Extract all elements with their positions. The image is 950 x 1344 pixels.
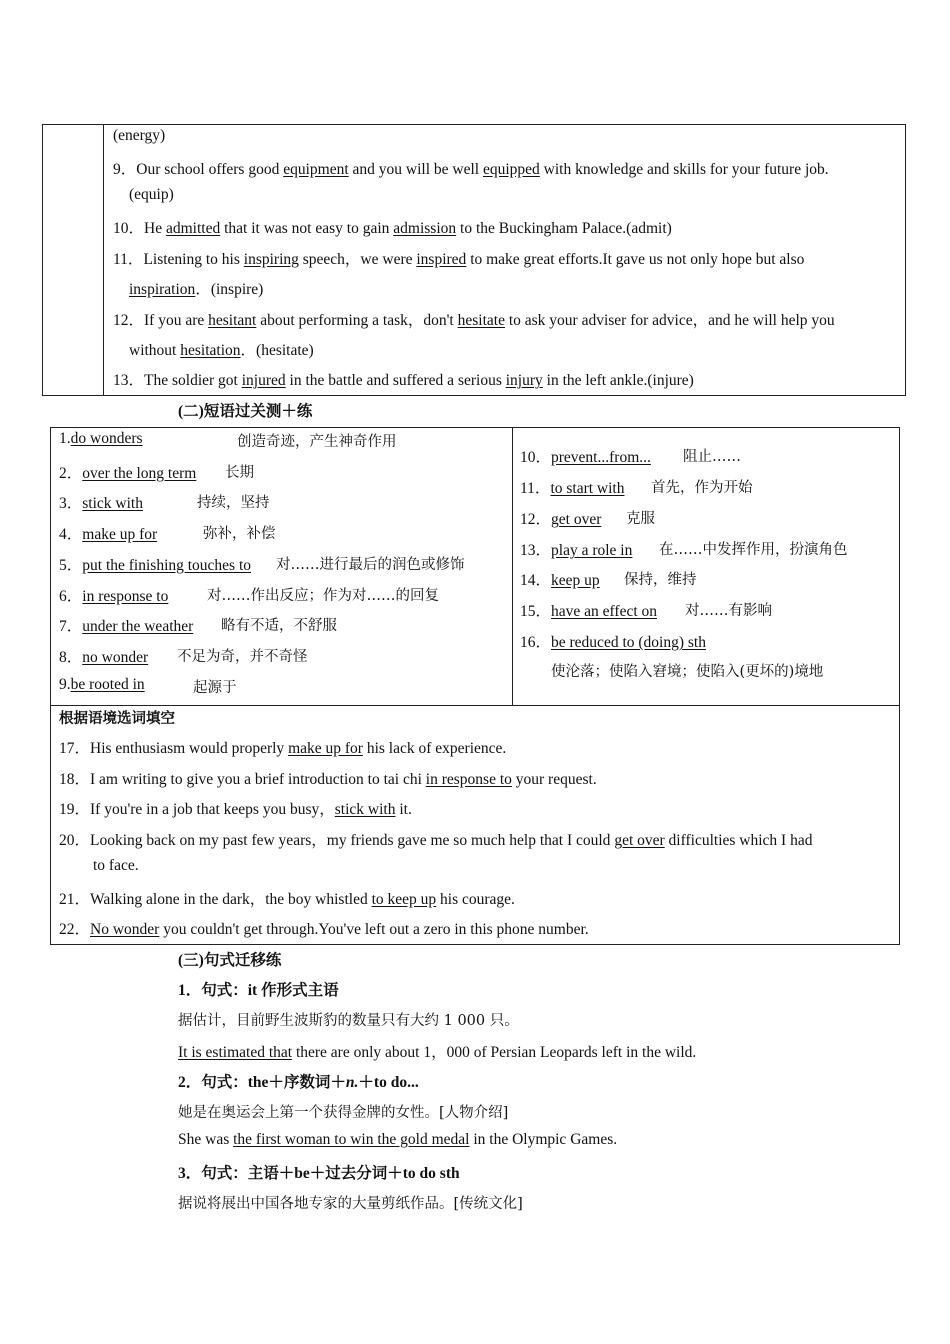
item-number: 10． — [113, 220, 145, 237]
sentence-2-chinese: 她是在奥运会上第一个获得金牌的女性。[人物介绍] — [178, 1105, 509, 1121]
phrase-meaning-6: 对……作出反应；作为对……的回复 — [207, 588, 439, 604]
phrase-item-1: 1.do wonders — [59, 430, 143, 447]
phrase-text: be reduced to (doing) sth — [551, 634, 706, 651]
answer-blank: admission — [393, 220, 457, 237]
answer-blank: hesitant — [208, 312, 257, 329]
phrases-section-title: (二)短语过关测＋练 — [178, 403, 313, 420]
sentence-2-answer: She was the first woman to win the gold medal in the Olympic Games. — [178, 1131, 618, 1148]
fill-section-title: 根据语境选词填空 — [59, 710, 175, 727]
phrase-text: no wonder — [82, 649, 149, 666]
phrase-meaning-13: 在……中发挥作用，扮演角色 — [659, 542, 848, 558]
phrase-meaning-3: 持续，坚持 — [197, 495, 270, 511]
phrase-meaning-10: 阻止…… — [683, 449, 741, 465]
vocab-item-12: 12．If you are hesitant about performing a task，don't hesitate to ask your adviser for advice，and he will help you — [113, 312, 835, 329]
phrase-meaning-9: 起源于 — [193, 680, 237, 696]
answer-blank: stick with — [334, 801, 396, 818]
answer-blank: in response to — [425, 771, 512, 788]
vocab-item-11: 11．Listening to his inspiring speech，we were inspired to make great efforts.It gave us not only hope but also — [113, 251, 805, 268]
answer-blank: get over — [614, 832, 665, 849]
phrase-item-15: 15．have an effect on — [520, 603, 658, 620]
phrase-text: have an effect on — [551, 603, 658, 620]
sentences-section-title: (三)句式迁移练 — [178, 952, 282, 969]
vocab-item-10: 10．He admitted that it was not easy to gain admission to the Buckingham Palace.(admit) — [113, 220, 672, 237]
answer-blank: injury — [505, 372, 543, 389]
phrase-item-10: 10．prevent...from... — [520, 449, 651, 466]
vocab-item-9: 9．Our school offers good equipment and you will be well equipped with knowledge and skills for your future job. — [113, 161, 829, 178]
item-number: 12． — [113, 312, 145, 329]
phrase-text: in response to — [82, 588, 169, 605]
answer-blank: inspired — [416, 251, 467, 268]
vocab-item-9-hint: (equip) — [129, 186, 174, 203]
fill-item-21: 21．Walking alone in the dark，the boy whistled to keep up his courage. — [59, 891, 515, 908]
phrase-text: get over — [551, 511, 602, 528]
vocab-energy-tail: (energy) — [113, 127, 166, 144]
answer-blank: hesitation — [180, 342, 241, 359]
phrase-item-6: 6．in response to — [59, 588, 169, 605]
answer-blank: equipment — [283, 161, 349, 178]
phrase-item-8: 8．no wonder — [59, 649, 149, 666]
answer-blank: inspiring — [243, 251, 299, 268]
vocab-item-12-cont: without hesitation．(hesitate) — [129, 342, 314, 359]
phrase-meaning-1: 创造奇迹，产生神奇作用 — [237, 434, 397, 450]
phrase-meaning-12: 克服 — [626, 511, 655, 527]
answer-blank: make up for — [288, 740, 363, 757]
vocab-item-13: 13．The soldier got injured in the battle and suffered a serious injury in the left ankle.(injure) — [113, 372, 694, 389]
fill-item-19: 19．If you're in a job that keeps you busy，stick with it. — [59, 801, 412, 818]
fill-item-22: 22．No wonder you couldn't get through.You've left out a zero in this phone number. — [59, 921, 589, 938]
phrase-item-3: 3．stick with — [59, 495, 143, 512]
phrase-text: do wonders — [70, 430, 143, 447]
fill-item-18: 18．I am writing to give you a brief introduction to tai chi in response to your request. — [59, 771, 597, 788]
item-number: 9． — [113, 161, 137, 178]
phrase-item-12: 12．get over — [520, 511, 602, 528]
phrase-meaning-11: 首先，作为开始 — [651, 480, 753, 496]
phrase-text: make up for — [82, 526, 158, 543]
vocab-item-11-cont: inspiration．(inspire) — [129, 281, 264, 298]
phrase-text: stick with — [82, 495, 143, 512]
phrase-item-13: 13．play a role in — [520, 542, 633, 559]
phrase-meaning-2: 长期 — [225, 465, 254, 481]
answer-blank: No wonder — [90, 921, 160, 938]
answer-blank: inspiration — [129, 281, 196, 298]
phrase-text: prevent...from... — [551, 449, 651, 466]
fill-item-17: 17．His enthusiasm would properly make up for his lack of experience. — [59, 740, 507, 757]
answer-blank: It is estimated that — [178, 1044, 293, 1061]
phrase-item-11: 11．to start with — [520, 480, 625, 497]
phrase-meaning-15: 对……有影响 — [685, 603, 772, 619]
phrase-item-14: 14．keep up — [520, 572, 600, 589]
phrase-item-16: 16．be reduced to (doing) sth — [520, 634, 706, 651]
phrase-text: be rooted in — [70, 676, 145, 693]
phrase-text: over the long term — [82, 465, 197, 482]
phrases-table — [50, 427, 900, 945]
fill-item-20-cont: to face. — [93, 857, 139, 874]
answer-blank: the first woman to win the gold medal — [233, 1131, 470, 1148]
phrase-meaning-16: 使沦落；使陷入窘境；使陷入(更坏的)境地 — [551, 664, 824, 680]
sentence-1-answer: It is estimated that there are only about 1，000 of Persian Leopards left in the wild. — [178, 1044, 697, 1061]
answer-blank: equipped — [482, 161, 540, 178]
sentence-3-chinese: 据说将展出中国各地专家的大量剪纸作品。[传统文化] — [178, 1196, 523, 1212]
sentence-pattern-2-heading: 2．句式：the＋序数词＋n.＋to do... — [178, 1074, 419, 1091]
phrase-item-2: 2．over the long term — [59, 465, 197, 482]
phrase-meaning-14: 保持，维持 — [624, 572, 697, 588]
answer-blank: injured — [241, 372, 286, 389]
phrase-text: to start with — [550, 480, 625, 497]
phrase-meaning-8: 不足为奇，并不奇怪 — [177, 649, 308, 665]
phrase-item-4: 4．make up for — [59, 526, 158, 543]
phrase-meaning-5: 对……进行最后的润色或修饰 — [276, 557, 465, 573]
phrase-text: put the finishing touches to — [82, 557, 252, 574]
phrase-text: play a role in — [551, 542, 633, 559]
vocab-table-left-column — [43, 125, 104, 395]
fill-item-20: 20．Looking back on my past few years，my friends gave me so much help that I could get over difficulties which I had — [59, 832, 813, 849]
sentence-1-chinese: 据估计，目前野生波斯豹的数量只有大约 1 000 只。 — [178, 1013, 519, 1029]
phrase-item-9: 9.be rooted in — [59, 676, 145, 693]
item-number: 13． — [113, 372, 145, 389]
vocab-table — [42, 124, 906, 396]
phrase-meaning-4: 弥补，补偿 — [203, 526, 276, 542]
phrase-item-7: 7．under the weather — [59, 618, 194, 635]
phrases-table-horizontal-divider — [51, 705, 899, 706]
phrase-item-5: 5．put the finishing touches to — [59, 557, 252, 574]
sentence-pattern-3-heading: 3．句式：主语＋be＋过去分词＋to do sth — [178, 1165, 460, 1182]
phrase-meaning-7: 略有不适，不舒服 — [221, 618, 337, 634]
item-number: 11． — [113, 251, 144, 268]
sentence-pattern-1-heading: 1．句式：it 作形式主语 — [178, 982, 339, 999]
phrase-text: keep up — [551, 572, 600, 589]
phrase-text: under the weather — [82, 618, 194, 635]
answer-blank: admitted — [165, 220, 221, 237]
answer-blank: to keep up — [371, 891, 437, 908]
answer-blank: hesitate — [457, 312, 505, 329]
phrases-table-vertical-divider — [512, 428, 513, 705]
